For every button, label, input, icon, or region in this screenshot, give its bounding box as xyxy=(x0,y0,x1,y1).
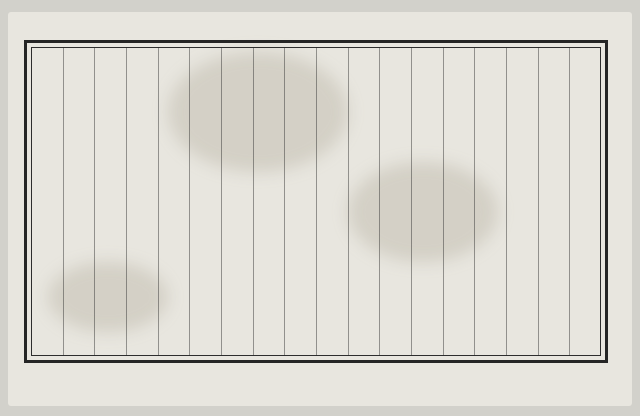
text-column xyxy=(126,56,157,348)
text-column xyxy=(31,56,62,348)
text-column xyxy=(221,56,252,348)
text-column xyxy=(284,56,315,348)
text-column xyxy=(348,56,379,348)
text-column xyxy=(63,56,94,348)
text-column xyxy=(569,56,600,348)
text-column xyxy=(316,56,347,348)
text-column xyxy=(443,56,474,348)
text-column xyxy=(189,56,220,348)
text-column xyxy=(538,56,569,348)
text-column xyxy=(158,56,189,348)
text-column xyxy=(94,56,125,348)
text-column xyxy=(411,56,442,348)
text-column xyxy=(253,56,284,348)
text-column xyxy=(506,56,537,348)
text-column xyxy=(379,56,410,348)
text-column xyxy=(474,56,505,348)
